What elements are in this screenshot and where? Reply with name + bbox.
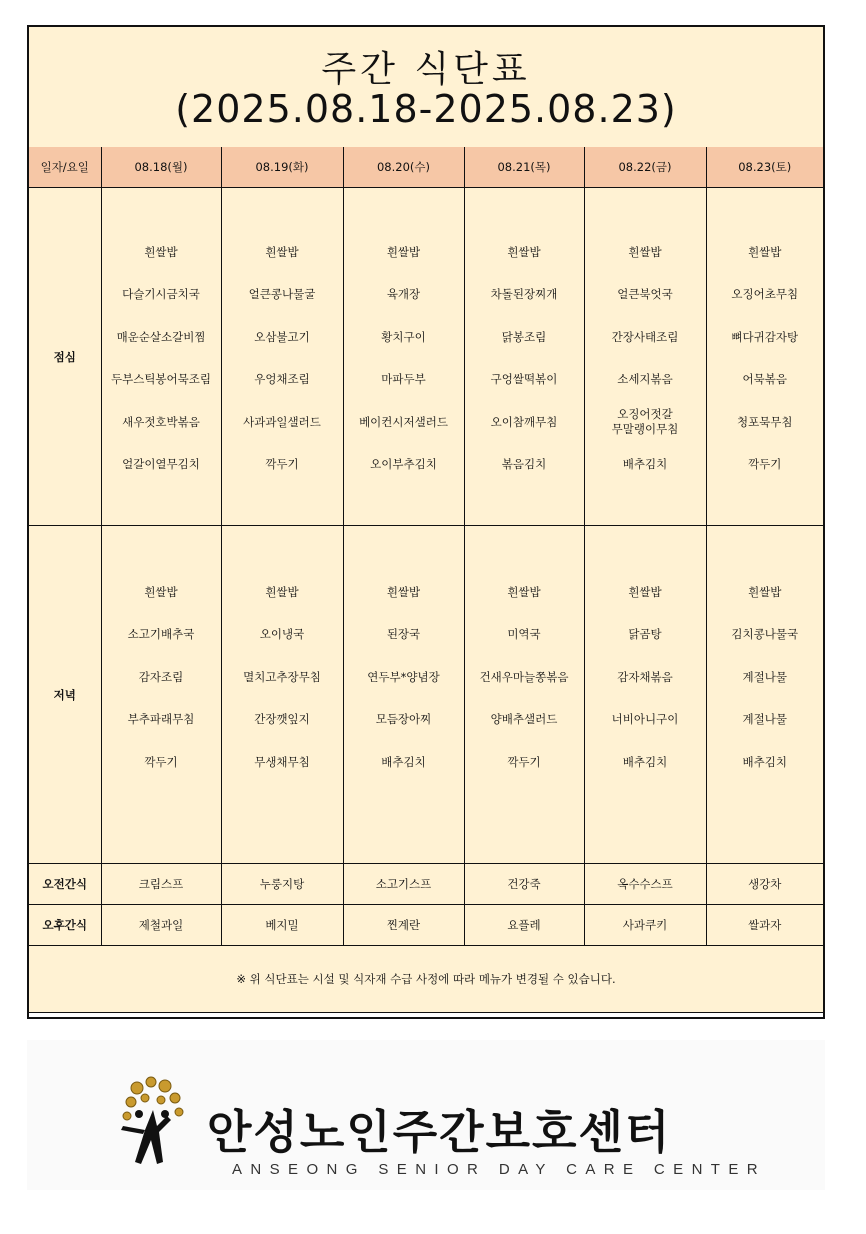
dinner-cell (584, 526, 706, 864)
menu-item: 다슬기시금치국 (122, 287, 200, 302)
menu-item: 소세지볶음 (617, 372, 673, 387)
menu-item: 깍두기 (507, 754, 541, 769)
menu-item: 깍두기 (748, 457, 782, 472)
am-snack-cell: 크림스프 (101, 864, 221, 905)
menu-item: 마파두부 (381, 372, 426, 387)
menu-item: 오징어젓갈 무말랭이무침 (611, 407, 679, 437)
menu-item: 계절나물 (742, 669, 787, 684)
dinner-label: 저녁 (29, 526, 101, 864)
pm-snack-row (29, 905, 823, 946)
menu-item: 배추김치 (622, 457, 668, 472)
menu-item: 미역국 (507, 627, 541, 641)
menu-item: 흰쌀밥 (144, 244, 178, 259)
day-header: 08.18(월) (101, 147, 221, 188)
menu-item: 모듬장아찌 (375, 712, 432, 726)
header-row (29, 147, 823, 188)
menu-item: 소고기배추국 (127, 627, 195, 641)
menu-item: 된장국 (386, 627, 421, 641)
notice-text: ※ 위 식단표는 시설 및 식자재 수급 사정에 따라 메뉴가 변경될 수 있습니다. (29, 946, 823, 1013)
am-snack-row (29, 864, 823, 905)
menu-item: 오이냉국 (259, 627, 305, 641)
dinner-cell (221, 526, 343, 864)
pm-snack-cell: 제철과일 (101, 905, 221, 946)
menu-item: 흰쌀밥 (265, 584, 299, 599)
menu-item: 오징어초무침 (731, 287, 799, 302)
menu-item-list (707, 570, 824, 819)
logo-icon (115, 1070, 195, 1170)
menu-item: 육개장 (386, 287, 421, 302)
am-snack-cell: 누룽지탕 (221, 864, 343, 905)
menu-item: 감자조림 (138, 669, 184, 684)
day-header: 08.21(목) (464, 147, 584, 188)
am-snack-cell: 옥수수스프 (584, 864, 706, 905)
menu-item: 얼큰북엇국 (617, 287, 673, 302)
menu-item-list (102, 570, 221, 819)
dinner-cell (343, 526, 464, 864)
menu-item-list (465, 570, 584, 819)
menu-item: 건새우마늘쫑볶음 (479, 669, 569, 684)
lunch-cell (706, 188, 823, 526)
menu-item: 얼갈이열무김치 (122, 457, 200, 472)
menu-item: 계절나물 (742, 712, 787, 726)
day-header: 08.23(토) (706, 147, 823, 188)
menu-sheet (27, 25, 825, 1019)
menu-item: 닭봉조림 (501, 329, 547, 344)
day-header: 08.22(금) (584, 147, 706, 188)
menu-item: 흰쌀밥 (628, 584, 662, 599)
menu-item-list (102, 227, 221, 486)
lunch-cell (343, 188, 464, 526)
menu-item-list (344, 227, 464, 486)
lunch-cell (584, 188, 706, 526)
menu-item: 사과과일샐러드 (243, 414, 321, 429)
dinner-row (29, 526, 823, 864)
menu-item-list (585, 227, 706, 486)
menu-item: 오이참깨무침 (490, 414, 558, 429)
page-title: 주간 식단표 (321, 49, 531, 90)
menu-item: 배추김치 (742, 754, 787, 769)
note-row (29, 946, 823, 1013)
day-header: 08.19(화) (221, 147, 343, 188)
menu-item: 황치구이 (381, 329, 426, 344)
menu-item: 감자채볶음 (617, 669, 673, 684)
header-label: 일자/요일 (29, 147, 101, 188)
menu-item-list (222, 227, 343, 486)
pm-snack-cell: 사과쿠키 (584, 905, 706, 946)
pm-snack-cell: 찐계란 (343, 905, 464, 946)
menu-item: 무생채무침 (254, 754, 310, 769)
logo-area (27, 1040, 825, 1190)
pm-snack-cell: 쌀과자 (706, 905, 823, 946)
logo-english: ANSEONG SENIOR DAY CARE CENTER (232, 1161, 766, 1178)
day-header: 08.20(수) (343, 147, 464, 188)
menu-item: 두부스틱봉어묵조림 (111, 372, 211, 387)
lunch-label: 점심 (29, 188, 101, 526)
menu-item-list (707, 227, 824, 486)
menu-item: 청포묵무침 (736, 414, 793, 429)
dinner-cell (706, 526, 823, 864)
menu-item: 흰쌀밥 (386, 584, 421, 599)
am-snack-cell: 소고기스프 (343, 864, 464, 905)
menu-item: 닭곰탕 (628, 627, 662, 641)
lunch-cell (221, 188, 343, 526)
menu-item: 볶음김치 (501, 457, 547, 472)
menu-item: 우엉채조림 (254, 372, 310, 387)
lunch-row (29, 188, 823, 526)
menu-item-list (344, 570, 464, 819)
menu-item: 베이컨시저샐러드 (359, 414, 448, 429)
menu-item: 배추김치 (622, 754, 668, 769)
lunch-cell (101, 188, 221, 526)
pm-snack-label: 오후간식 (29, 905, 101, 946)
lunch-cell (464, 188, 584, 526)
menu-item: 깍두기 (144, 754, 178, 769)
menu-item: 흰쌀밥 (628, 244, 662, 259)
menu-item: 흰쌀밥 (748, 584, 782, 599)
menu-item: 흰쌀밥 (144, 584, 178, 599)
menu-item: 흰쌀밥 (386, 244, 421, 259)
menu-item: 뼈다귀감자탕 (731, 329, 799, 344)
menu-item: 매운순살소갈비찜 (116, 329, 206, 344)
menu-item: 멸치고추장무침 (243, 669, 321, 684)
menu-item: 김치콩나물국 (731, 627, 799, 641)
menu-item: 흰쌀밥 (748, 244, 782, 259)
menu-item: 새우젓호박볶음 (122, 414, 200, 429)
menu-item: 배추김치 (381, 754, 426, 769)
menu-item: 간장사태조림 (611, 329, 679, 344)
menu-item: 너비아니구이 (611, 712, 679, 726)
menu-item: 구엉쌀떡볶이 (490, 372, 558, 387)
menu-item-list (585, 570, 706, 819)
am-snack-label: 오전간식 (29, 864, 101, 905)
am-snack-cell: 건강죽 (464, 864, 584, 905)
menu-item: 간장깻잎지 (254, 712, 310, 726)
menu-item-list (465, 227, 584, 486)
dinner-cell (101, 526, 221, 864)
menu-item: 흰쌀밥 (265, 244, 299, 259)
menu-item: 오이부추김치 (370, 457, 437, 472)
menu-item: 연두부*양념장 (367, 669, 440, 684)
am-snack-cell: 생강차 (706, 864, 823, 905)
menu-item-list (222, 570, 343, 819)
menu-item: 부추파래무침 (127, 712, 195, 726)
menu-item: 얼큰콩나물굴 (248, 287, 316, 302)
menu-item: 오삼불고기 (254, 329, 310, 344)
menu-item: 어묵볶음 (742, 372, 787, 387)
pm-snack-cell: 요플레 (464, 905, 584, 946)
menu-item: 흰쌀밥 (507, 244, 541, 259)
menu-table (29, 147, 823, 1013)
menu-item: 양배추샐러드 (490, 712, 558, 726)
menu-item: 깍두기 (265, 457, 299, 472)
menu-item: 흰쌀밥 (507, 584, 541, 599)
pm-snack-cell: 베지밀 (221, 905, 343, 946)
dinner-cell (464, 526, 584, 864)
title-box (29, 27, 823, 149)
date-range: (2025.08.18-2025.08.23) (175, 87, 677, 131)
logo-name: 안성노인주간보호센터 (207, 1105, 672, 1159)
menu-item: 차돌된장찌개 (490, 287, 558, 302)
